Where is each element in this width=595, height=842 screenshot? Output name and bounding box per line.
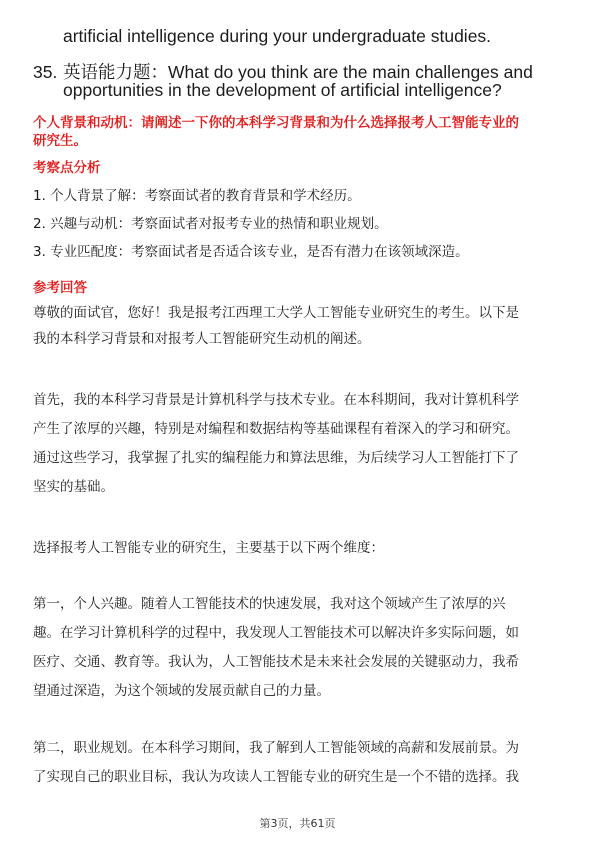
answer-p2-line: 通过这些学习，我掌握了扎实的编程能力和算法思维，为后续学习人工智能打下了 [33,450,519,466]
section-heading-line-1: 个人背景和动机：请阐述一下你的本科学习背景和为什么选择报考人工智能专业的 [33,115,519,131]
answer-p1-line: 尊敬的面试官，您好！我是报考江西理工大学人工智能专业研究生的考生。以下是 [33,305,519,321]
analysis-item: 3. 专业匹配度：考察面试者是否适合该专业，是否有潜力在该领域深造。 [33,244,469,260]
section-heading-line-2: 研究生。 [33,133,87,149]
analysis-title: 考察点分析 [33,160,101,176]
answer-title: 参考回答 [33,280,87,296]
answer-p2-line: 坚实的基础。 [33,479,114,495]
answer-p4-line: 趣。在学习计算机科学的过程中，我发现人工智能技术可以解决许多实际问题，如 [33,625,519,641]
question-line-2: opportunities in the development of artificial intelligence? [63,80,502,100]
answer-p2-line: 首先，我的本科学习背景是计算机科学与技术专业。在本科期间，我对计算机科学 [33,392,519,408]
page-footer: 第3页，共61页 [259,817,336,830]
answer-p1-line: 我的本科学习背景和对报考人工智能研究生动机的阐述。 [33,331,371,347]
question-number: 35. [33,62,58,82]
answer-p4-line: 望通过深造，为这个领域的发展贡献自己的力量。 [33,683,330,699]
analysis-item: 1. 个人背景了解：考察面试者的教育背景和学术经历。 [33,188,361,204]
question-line-1: 英语能力题：What do you think are the main challenges and [63,62,533,82]
answer-p2-line: 产生了浓厚的兴趣，特别是对编程和数据结构等基础课程有着深入的学习和研究。 [33,421,519,437]
answer-p5-line: 第二，职业规划。在本科学习期间，我了解到人工智能领域的高薪和发展前景。为 [33,740,519,756]
answer-p4-line: 第一，个人兴趣。随着人工智能技术的快速发展，我对这个领域产生了浓厚的兴 [33,596,506,612]
analysis-item: 2. 兴趣与动机：考察面试者对报考专业的热情和职业规划。 [33,216,388,232]
prev-question-tail: artificial intelligence during your undergraduate studies. [63,26,492,46]
answer-p4-line: 医疗、交通、教育等。我认为，人工智能技术是未来社会发展的关键驱动力，我希 [33,654,519,670]
answer-p5-line: 了实现自己的职业目标，我认为攻读人工智能专业的研究生是一个不错的选择。我 [33,769,519,785]
answer-p3-line: 选择报考人工智能专业的研究生，主要基于以下两个维度： [33,540,384,556]
